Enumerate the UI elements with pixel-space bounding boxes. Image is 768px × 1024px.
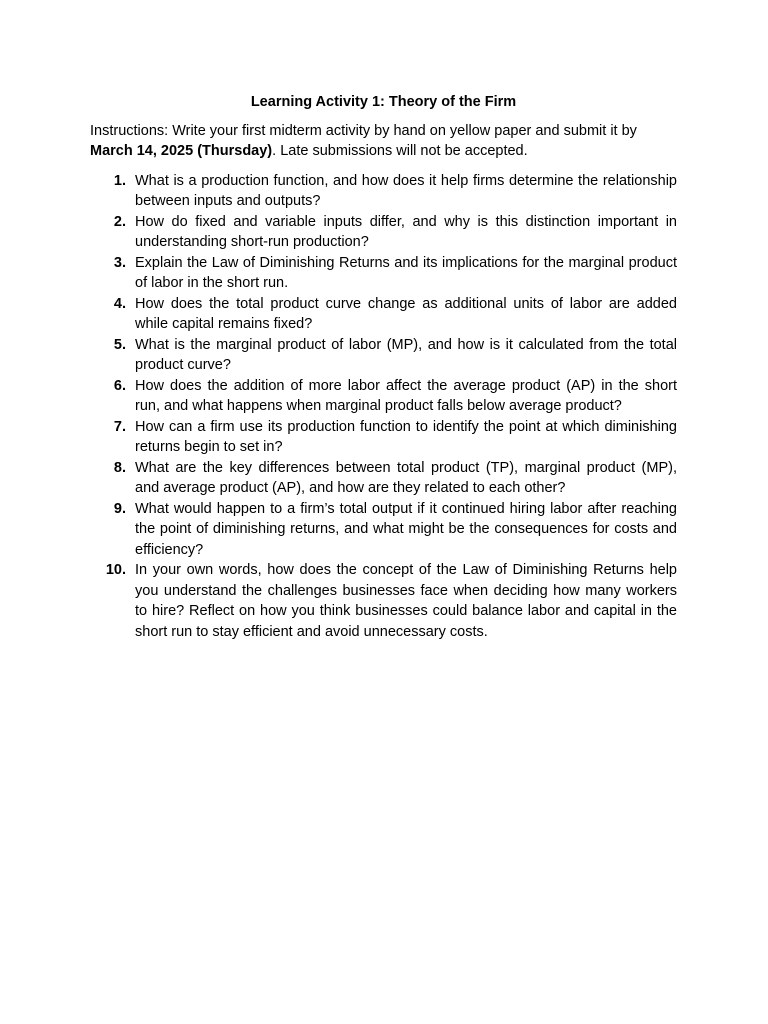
question-item	[90, 253, 677, 294]
question-number: 8.	[113, 459, 126, 476]
question-item	[90, 212, 677, 253]
deadline-date: March 14, 2025 (Thursday)	[90, 143, 273, 159]
question-item	[90, 417, 677, 458]
question-number: 4.	[113, 295, 126, 312]
question-text: How can a firm use its production function to identify the point at which diminishing returns begin to set in?	[135, 418, 677, 455]
question-text: Explain the Law of Diminishing Returns and its implications for the marginal product of labor in the short run.	[135, 254, 677, 291]
document-title: Learning Activity 1: Theory of the Firm	[250, 94, 517, 110]
question-text: What is the marginal product of labor (MP), and how is it calculated from the total product curve?	[135, 336, 677, 373]
question-item	[90, 376, 677, 417]
instructions-lead: Instructions: Write your first midterm activity by hand on yellow paper and submit it by	[90, 122, 637, 139]
question-number: 6.	[113, 377, 126, 394]
question-item	[90, 458, 677, 499]
question-text: What would happen to a firm’s total output if it continued hiring labor after reaching the point of diminishing returns, and what might be the consequences for costs and efficiency?	[135, 500, 677, 558]
question-text: What are the key differences between total product (TP), marginal product (MP), and average product (AP), and how are they related to each other?	[135, 459, 677, 496]
question-number: 1.	[113, 172, 126, 189]
question-item	[90, 294, 677, 335]
document-page	[90, 92, 677, 642]
question-number: 9.	[113, 500, 126, 517]
question-text: How does the total product curve change as additional units of labor are added while capital remains fixed?	[135, 295, 677, 332]
instructions-tail: . Late submissions will not be accepted.	[272, 143, 528, 159]
question-text: How does the addition of more labor affect the average product (AP) in the short run, and what happens when marginal product falls below average product?	[135, 377, 677, 414]
question-item	[90, 560, 677, 642]
question-text: What is a production function, and how does it help firms determine the relationship between inputs and outputs?	[135, 172, 677, 209]
question-number: 7.	[113, 418, 126, 435]
question-number: 5.	[113, 336, 126, 353]
question-item	[90, 171, 677, 212]
question-item	[90, 335, 677, 376]
question-item	[90, 499, 677, 561]
question-number: 2.	[113, 213, 126, 230]
question-text: How do fixed and variable inputs differ, and why is this distinction important in understanding short-run production?	[135, 213, 677, 250]
question-number: 10.	[105, 562, 126, 578]
question-number: 3.	[113, 254, 126, 271]
instructions-paragraph	[90, 121, 677, 162]
question-text: In your own words, how does the concept of the Law of Diminishing Returns help you understand the challenges businesses face when deciding how many workers to hire? Reflect on how you think businesses could balance labor and capital in the short run to stay efficient and avoid unnecessary costs.	[135, 562, 677, 640]
question-list	[90, 171, 677, 643]
